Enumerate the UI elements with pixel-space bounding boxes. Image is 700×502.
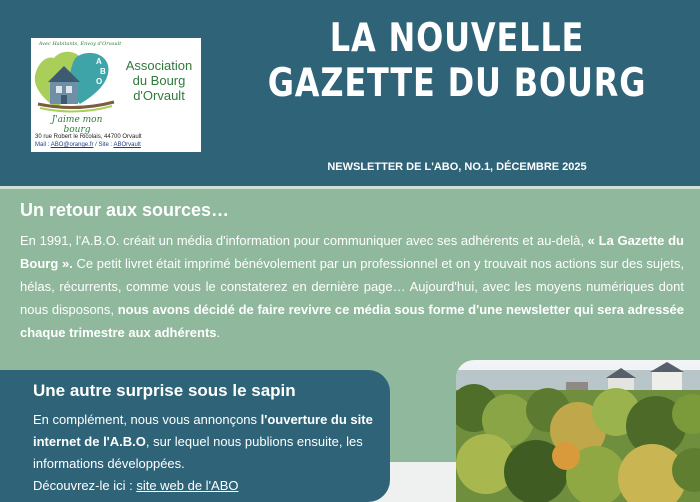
newsletter-subtitle: NEWSLETTER DE L'ABO, NO.1, DÉCEMBRE 2025: [327, 161, 587, 173]
association-logo: [31, 38, 201, 152]
title-line2: GAZETTE DU BOURG: [267, 61, 647, 106]
house-heart-icon: [34, 48, 118, 116]
abo-letter-o: O: [96, 77, 103, 86]
section2-highlight: l'ouverture du site internet de l'A.B.O: [33, 412, 373, 449]
section2-text1: En complément, nous vous annonçons: [33, 412, 261, 427]
mail-link[interactable]: ABO@orange.fr: [50, 142, 94, 148]
logo-address: 30 rue Robert le Ricolais, 44700 Orvault: [35, 134, 142, 140]
section1-text1: En 1991, l'A.B.O. créait un média d'information pour communiquer avec ses adhérents et au-delà,: [20, 233, 588, 248]
abo-letter-b: B: [100, 67, 106, 76]
section1-body: [20, 229, 684, 344]
logo-motto: Avec Habitants, Envoy d'Orvault: [38, 41, 122, 47]
section2-text2: , sur lequel nous publions ensuite, les informations développées.: [33, 434, 363, 471]
page-title: [258, 16, 657, 106]
section1-highlight: nous avons décidé de faire revivre ce média sous forme d'une newsletter qui sera adressée chaque trimestre aux adhérents: [20, 302, 684, 340]
site-link[interactable]: ABOrvault: [113, 142, 141, 148]
logo-name-line3: d'Orvault: [133, 88, 185, 103]
section2-title: Une autre surprise sous le sapin: [33, 381, 296, 400]
logo-contact: [35, 142, 141, 148]
website-link[interactable]: site web de l'ABO: [136, 478, 239, 493]
title-line1: LA NOUVELLE: [329, 16, 585, 61]
site-label: / Site :: [95, 142, 113, 148]
abo-letter-a: A: [96, 57, 102, 66]
header-banner: [0, 0, 700, 186]
logo-name-line2: du Bourg: [132, 73, 186, 88]
village-photo: [456, 360, 700, 502]
logo-name-line1: Association: [125, 58, 193, 73]
mail-label: Mail :: [35, 142, 50, 148]
section2-text3: Découvrez-le ici :: [33, 478, 137, 493]
section2-body: [33, 409, 383, 497]
section1-title: Un retour aux sources…: [20, 200, 230, 220]
header-divider: [0, 186, 700, 189]
logo-script: J'aime mon bourg: [51, 115, 103, 135]
section1-text2: Ce petit livret était imprimé bénévolement par un professionnel et on y trouvait nos actions sur des sujets, hélas, récurrents, comme vous le constaterez en dernière page… Aujourd'hui, avec les moyens numériques dont nous disposons,: [20, 256, 684, 317]
section1-gazette-name: « La Gazette du Bourg ».: [20, 233, 684, 271]
section1-text3: .: [216, 325, 221, 340]
association-name: [117, 58, 201, 103]
